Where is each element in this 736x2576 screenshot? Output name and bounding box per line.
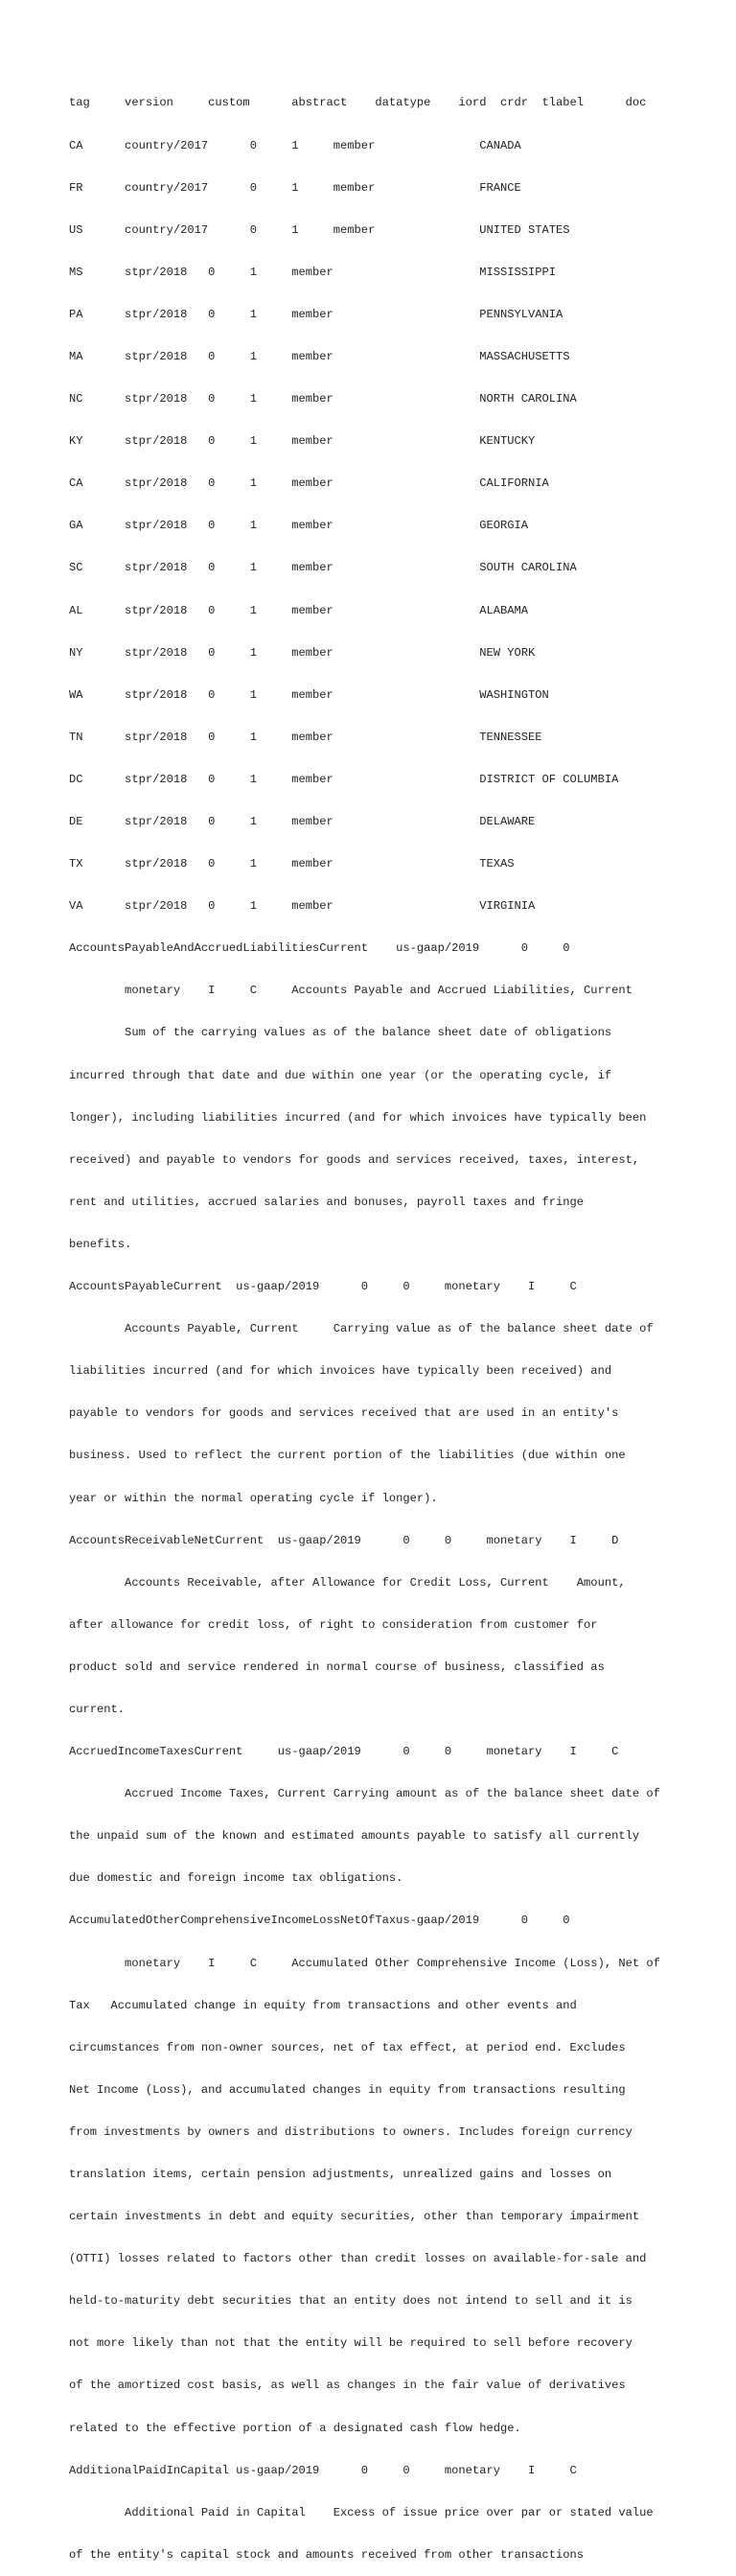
table-row: MA stpr/2018 0 1 member MASSACHUSETTS [69,349,570,363]
table-row: PA stpr/2018 0 1 member PENNSYLVANIA [69,307,564,321]
header-row: tag version custom abstract datatype iord crdr tlabel doc [69,96,647,110]
element-doc-line: longer), including liabilities incurred (and for which invoices have typically been [69,1110,647,1125]
table-row: SC stpr/2018 0 1 member SOUTH CAROLINA [69,561,577,575]
table-row: TX stpr/2018 0 1 member TEXAS [69,857,515,871]
element-doc-line: the unpaid sum of the known and estimated amounts payable to satisfy all currently [69,1829,640,1844]
element-doc-line: from investments by owners and distributions to owners. Includes foreign currency [69,2124,632,2139]
table-row: US country/2017 0 1 member UNITED STATES [69,222,570,237]
element-entry-line: AccountsPayableCurrent us-gaap/2019 0 0 monetary I C [69,1280,577,1294]
element-doc-line: certain investments in debt and equity securities, other than temporary impairment [69,2210,640,2224]
element-entry-line: AccumulatedOtherComprehensiveIncomeLossNetOfTaxus-gaap/2019 0 0 [69,1914,570,1928]
element-doc-line: after allowance for credit loss, of right to consideration from customer for [69,1617,598,1632]
table-row: CA country/2017 0 1 member CANADA [69,138,521,152]
element-entry-line: AdditionalPaidInCapital us-gaap/2019 0 0 monetary I C [69,2463,577,2477]
table-row: FR country/2017 0 1 member FRANCE [69,180,521,195]
element-doc-line: benefits. [69,1237,132,1251]
element-entry-line: AccountsReceivableNetCurrent us-gaap/2019 0 0 monetary I D [69,1533,619,1547]
element-doc-line: translation items, certain pension adjustments, unrealized gains and losses on [69,2168,612,2181]
element-doc-line: (OTTI) losses related to factors other than credit losses on available-for-sale and [69,2252,647,2266]
element-doc-line: product sold and service rendered in normal course of business, classified as [69,1659,605,1674]
table-row: NY stpr/2018 0 1 member NEW YORK [69,645,536,660]
element-doc-line: not more likely than not that the entity will be required to sell before recovery [69,2336,632,2351]
table-row: KY stpr/2018 0 1 member KENTUCKY [69,434,536,449]
element-doc-line: of the entity's capital stock and amounts received from other transactions [69,2547,585,2562]
table-row: CA stpr/2018 0 1 member CALIFORNIA [69,476,549,491]
element-doc-line: business. Used to reflect the current portion of the liabilities (due within one [69,1449,626,1463]
element-entry-line: AccruedIncomeTaxesCurrent us-gaap/2019 0 0 monetary I C [69,1745,619,1759]
element-doc-line: received) and payable to vendors for goods and services received, taxes, interest, [69,1152,640,1167]
table-row: DC stpr/2018 0 1 member DISTRICT OF COLUMBIA [69,772,619,786]
element-doc-line: rent and utilities, accrued salaries and bonuses, payroll taxes and fringe [69,1195,585,1209]
element-doc-line: circumstances from non-owner sources, net of tax effect, at period end. Excludes [69,2040,626,2054]
element-doc-line: liabilities incurred (and for which invoices have typically been received) and [69,1364,612,1379]
table-row: MS stpr/2018 0 1 member MISSISSIPPI [69,265,557,279]
element-doc-line: of the amortized cost basis, as well as changes in the fair value of derivatives [69,2379,626,2393]
table-row: GA stpr/2018 0 1 member GEORGIA [69,519,528,533]
element-doc-line: Accrued Income Taxes, Current Carrying amount as of the balance sheet date of [69,1787,660,1801]
element-doc-line: Sum of the carrying values as of the balance sheet date of obligations [69,1026,612,1040]
element-doc-line: related to the effective portion of a designated cash flow hedge. [69,2421,521,2435]
element-doc-line: Net Income (Loss), and accumulated changes in equity from transactions resulting [69,2082,626,2097]
table-row: WA stpr/2018 0 1 member WASHINGTON [69,687,549,702]
table-row: AL stpr/2018 0 1 member ALABAMA [69,603,528,617]
element-doc-line: incurred through that date and due within one year (or the operating cycle, if [69,1068,612,1082]
table-row: TN stpr/2018 0 1 member TENNESSEE [69,730,542,744]
element-entry-line: AccountsPayableAndAccruedLiabilitiesCurrent us-gaap/2019 0 0 [69,941,570,956]
element-doc-line: payable to vendors for goods and services received that are used in an entity's [69,1406,619,1421]
element-doc-line: Additional Paid in Capital Excess of issue price over par or stated value [69,2505,654,2519]
element-doc-line: current. [69,1702,126,1716]
element-entry-line: monetary I C Accounts Payable and Accrued Liabilities, Current [69,984,632,998]
element-doc-line: Accounts Receivable, after Allowance for Credit Loss, Current Amount, [69,1575,626,1590]
element-doc-line: due domestic and foreign income tax obligations. [69,1871,403,1886]
document-page [69,68,673,2576]
element-doc-line: Tax Accumulated change in equity from transactions and other events and [69,1998,577,2012]
element-doc-line: Accounts Payable, Current Carrying value as of the balance sheet date of [69,1322,654,1336]
element-doc-line: held-to-maturity debt securities that an entity does not intend to sell and it is [69,2294,632,2309]
table-row: DE stpr/2018 0 1 member DELAWARE [69,815,536,828]
element-doc-line: year or within the normal operating cycle if longer). [69,1491,438,1505]
table-row: VA stpr/2018 0 1 member VIRGINIA [69,899,536,914]
element-entry-line: monetary I C Accumulated Other Comprehensive Income (Loss), Net of [69,1956,660,1970]
table-row: NC stpr/2018 0 1 member NORTH CAROLINA [69,392,577,406]
